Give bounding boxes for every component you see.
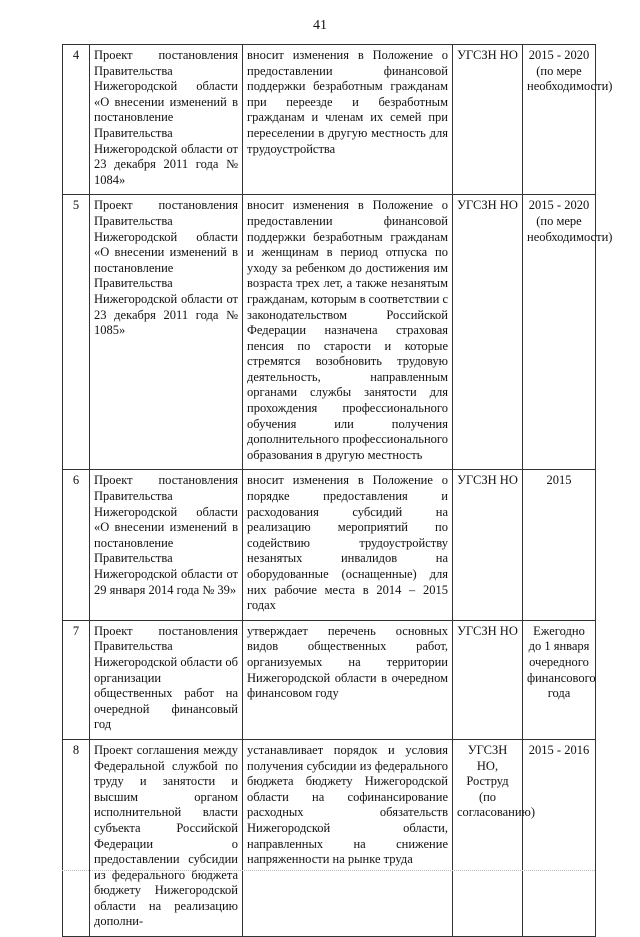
row-number: 6	[63, 470, 90, 620]
deadline: 2015 - 2020 (по мере необходимости)	[523, 195, 596, 470]
document-description: вносит изменения в Положение о предоставлении финансовой поддержки безработным гражданам при переезде и безработным гражданам и членам их семей при переселении в другую местность для трудоустройства	[243, 45, 453, 195]
table-body	[63, 45, 613, 937]
deadline: 2015 - 2020 (по мере необходимости)	[523, 45, 596, 195]
page-number: 41	[313, 18, 327, 33]
executor: УГСЗН НО	[453, 195, 523, 470]
table-row	[63, 45, 596, 195]
executor: УГСЗН НО, Роструд (по согласованию)	[453, 739, 523, 936]
document-title: Проект постановления Правительства Нижегородской области об организации общественных работ на очередной финансовый год	[90, 620, 243, 739]
row-number: 7	[63, 620, 90, 739]
table-row	[63, 470, 596, 620]
executor: УГСЗН НО	[453, 470, 523, 620]
table-row	[63, 739, 596, 936]
document-title: Проект постановления Правительства Нижегородской области «О внесении изменений в постановление Правительства Нижегородской области от 23 декабря 2011 года № 1084»	[90, 45, 243, 195]
document-description: утверждает перечень основных видов общественных работ, организуемых на территории Нижегородской области в очередном финансовом году	[243, 620, 453, 739]
document-title: Проект постановления Правительства Нижегородской области «О внесении изменений в постановление Правительства Нижегородской области от 23 декабря 2011 года № 1085»	[90, 195, 243, 470]
document-title: Проект постановления Правительства Нижегородской области «О внесении изменений в постановление Правительства Нижегородской области от 29 января 2014 года № 39»	[90, 470, 243, 620]
document-description: устанавливает порядок и условия получения субсидии из федерального бюджета бюджету Нижегородской области на софинансирование расходных обязательств Нижегородской области, направленных на снижение напряженности на рынке труда	[243, 739, 453, 936]
row-number: 8	[63, 739, 90, 936]
bottom-divider	[62, 870, 595, 871]
table-row	[63, 620, 596, 739]
document-title: Проект соглашения между Федеральной службой по труду и занятости и высшим органом исполнительной власти субъекта Российской Федерации о предоставлении субсидии из федерального бюджета бюджету Нижегородской области на реализацию дополни-	[90, 739, 243, 936]
deadline: 2015 - 2016	[523, 739, 596, 936]
document-description: вносит изменения в Положение о предоставлении финансовой поддержки безработным гражданам и женщинам в период отпуска по уходу за ребенком до достижения им возраста трех лет, а также незанятым гражданам, которым в соответствии с законодательством Российской Федерации назначена страховая пенсия по старости и которые стремятся возобновить трудовую деятельность, направленным органами службы занятости для прохождения профессионального обучения или получения дополнительного профессионального образования в другую местность	[243, 195, 453, 470]
deadline: 2015	[523, 470, 596, 620]
row-number: 5	[63, 195, 90, 470]
document-description: вносит изменения в Положение о порядке предоставления и расходования субсидий на реализацию мероприятий по содействию трудоустройству незанятых инвалидов на оборудованные (оснащенные) для них рабочие места в 2014 – 2015 годах	[243, 470, 453, 620]
deadline: Ежегодно до 1 января очередного финансового года	[523, 620, 596, 739]
table-row	[63, 195, 596, 470]
executor: УГСЗН НО	[453, 45, 523, 195]
row-number: 4	[63, 45, 90, 195]
measures-table	[62, 44, 613, 937]
executor: УГСЗН НО	[453, 620, 523, 739]
